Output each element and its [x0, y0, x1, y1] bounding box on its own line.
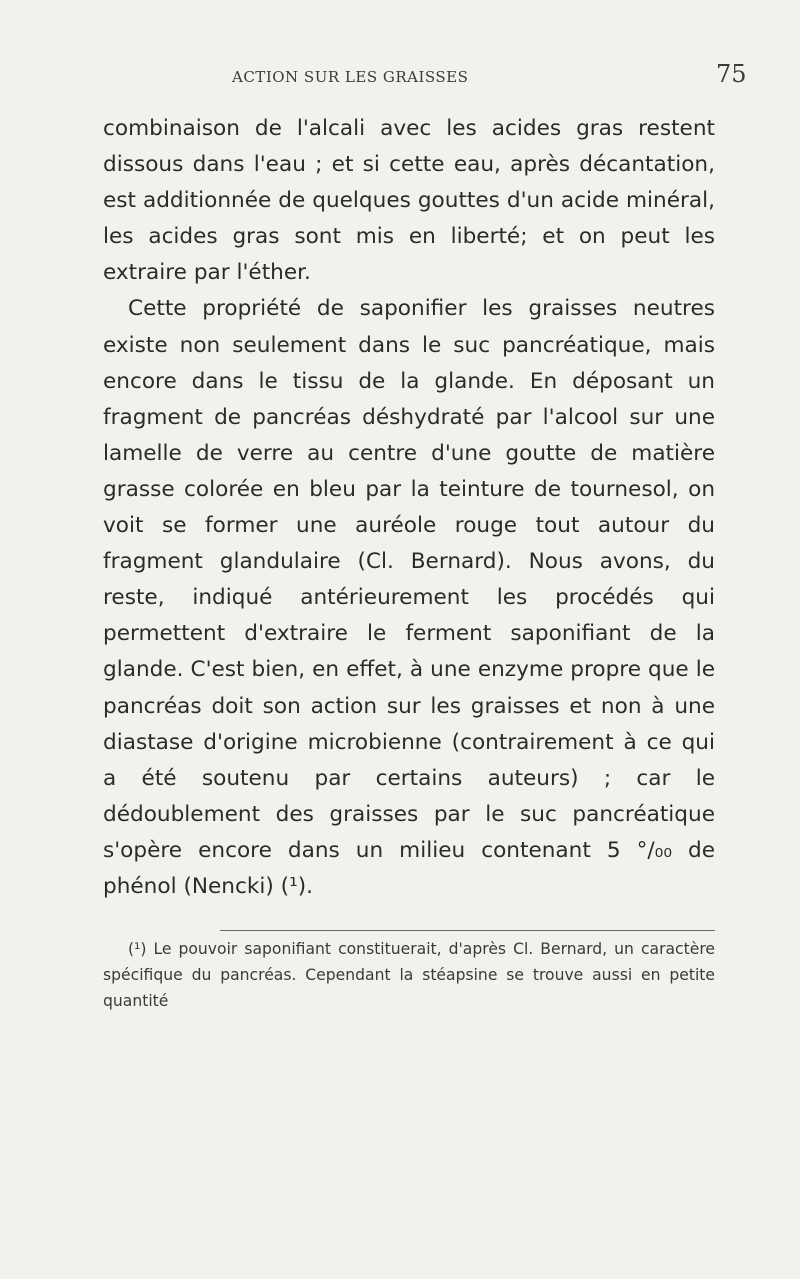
paragraph-continuation: combinaison de l'alcali avec les acides gras restent dissous dans l'eau ; et si cette eau, après décantation, est additionnée de quelques gouttes d'un acide minéral, les acides gras sont mis en liberté; et on peut les extraire par l'éther. [103, 116, 715, 286]
running-title: ACTION SUR LES GRAISSES [232, 68, 469, 86]
paragraph-saponification: Cette propriété de saponifier les graisses neutres existe non seulement dans le suc pancréatique, mais encore dans le tissu de la glande. En déposant un fragment de pancréas déshydraté par l'alcool sur une lamelle de verre au centre d'une goutte de matière grasse colorée en bleu par la teinture de tournesol, on voit se former une auréole rouge tout autour du fragment glandulaire (Cl. Bernard). Nous avons, du reste, indiqué antérieurement les procédés qui permettent d'extraire le ferment saponifiant de la glande. C'est bien, en effet, à une enzyme propre que le pancréas doit son action sur les graisses et non à une diastase d'origine microbienne (contrairement à ce qui a été soutenu par certains auteurs) ; car le dédoublement des graisses par le suc pancréatique s'opère encore dans un milieu contenant 5 °/₀₀ de phénol (Nencki) (¹). [103, 296, 715, 899]
footnote-divider [220, 930, 715, 931]
footnote: (¹) Le pouvoir saponifiant constituerait, d'après Cl. Bernard, un caractère spécifique du pancréas. Cependant la stéapsine se trouve aussi en petite quantité [103, 940, 715, 1010]
page-number: 75 [716, 60, 747, 88]
body-text [103, 111, 715, 905]
